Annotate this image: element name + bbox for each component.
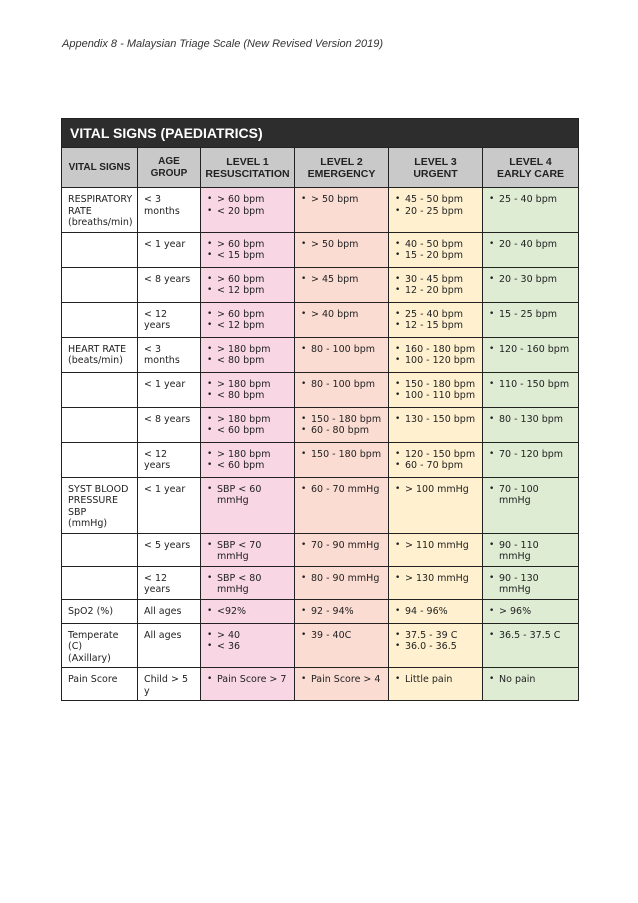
- level-3-cell: [389, 566, 483, 599]
- criteria-list: [301, 573, 383, 585]
- level-4-cell: [483, 372, 579, 407]
- criteria-list: [395, 414, 477, 426]
- level-4-cell: [483, 267, 579, 302]
- criteria-item: • > 130 mmHg: [395, 573, 477, 585]
- criteria-list: [395, 606, 477, 618]
- level-2-cell: [295, 337, 389, 372]
- header-level-2: LEVEL 2 EMERGENCY: [295, 148, 389, 188]
- criteria-item: • < 20 bpm: [207, 206, 289, 218]
- criteria-list: [207, 414, 289, 437]
- vital-sign-cell: [62, 407, 138, 442]
- table-row: [62, 188, 579, 233]
- criteria-list: [207, 309, 289, 332]
- criteria-list: [207, 344, 289, 367]
- criteria-item: • < 12 bpm: [207, 285, 289, 297]
- vital-sign-label: RESPIRATORY: [68, 194, 133, 205]
- vital-sign-cell: [62, 623, 138, 668]
- criteria-item: • > 40 bpm: [301, 309, 383, 321]
- criteria-list: [489, 194, 573, 206]
- level-4-cell: [483, 232, 579, 267]
- criteria-list: [489, 414, 573, 426]
- criteria-list: [207, 674, 289, 686]
- header-age-group: AGE GROUP: [138, 148, 201, 188]
- page-header-note: Appendix 8 - Malaysian Triage Scale (New Revised Version 2019): [62, 38, 383, 50]
- criteria-item: • 60 - 70 mmHg: [301, 484, 383, 496]
- level-2-cell: [295, 372, 389, 407]
- level-4-cell: [483, 533, 579, 566]
- age-group-cell: All ages: [138, 623, 201, 668]
- criteria-item: • 25 - 40 bpm: [395, 309, 477, 321]
- table-row: [62, 232, 579, 267]
- criteria-item: • Little pain: [395, 674, 477, 686]
- level-1-cell: [201, 407, 295, 442]
- table-row: [62, 477, 579, 533]
- criteria-item: • 90 - 130 mmHg: [489, 573, 573, 596]
- criteria-item: • 150 - 180 bpm: [301, 449, 383, 461]
- vital-sign-label: Pain Score: [68, 674, 118, 685]
- criteria-item: • Pain Score > 7: [207, 674, 289, 686]
- level-3-cell: [389, 267, 483, 302]
- criteria-item: • > 180 bpm: [207, 414, 289, 426]
- level-3-cell: [389, 302, 483, 337]
- criteria-item: • 20 - 25 bpm: [395, 206, 477, 218]
- vital-sign-label: Temperate (C): [68, 629, 119, 652]
- criteria-item: • 20 - 30 bpm: [489, 274, 573, 286]
- criteria-item: • > 50 bpm: [301, 194, 383, 206]
- criteria-item: • > 180 bpm: [207, 449, 289, 461]
- criteria-item: • 92 - 94%: [301, 606, 383, 618]
- criteria-item: • 100 - 120 bpm: [395, 355, 477, 367]
- criteria-list: [489, 344, 573, 356]
- criteria-item: • > 45 bpm: [301, 274, 383, 286]
- vital-sign-cell: [62, 372, 138, 407]
- criteria-item: • 15 - 20 bpm: [395, 250, 477, 262]
- age-group-cell: < 12 years: [138, 302, 201, 337]
- criteria-list: [207, 239, 289, 262]
- level-1-cell: [201, 232, 295, 267]
- level-4-cell: [483, 623, 579, 668]
- criteria-list: [301, 344, 383, 356]
- criteria-list: [489, 674, 573, 686]
- criteria-item: • Pain Score > 4: [301, 674, 383, 686]
- level-1-cell: [201, 302, 295, 337]
- criteria-list: [395, 239, 477, 262]
- age-group-cell: < 1 year: [138, 477, 201, 533]
- level-2-cell: [295, 188, 389, 233]
- level-1-cell: [201, 533, 295, 566]
- criteria-list: [489, 484, 573, 507]
- criteria-list: [301, 484, 383, 496]
- criteria-list: [207, 630, 289, 653]
- level-4-cell: [483, 188, 579, 233]
- criteria-item: • 60 - 70 bpm: [395, 460, 477, 472]
- criteria-list: [489, 449, 573, 461]
- criteria-item: • < 36: [207, 641, 289, 653]
- table-row: [62, 442, 579, 477]
- level-4-cell: [483, 302, 579, 337]
- criteria-item: • 60 - 80 bpm: [301, 425, 383, 437]
- criteria-item: • SBP < 80 mmHg: [207, 573, 289, 596]
- level-1-cell: [201, 188, 295, 233]
- level-3-cell: [389, 477, 483, 533]
- criteria-item: • <92%: [207, 606, 289, 618]
- level-4-cell: [483, 337, 579, 372]
- criteria-item: • SBP < 60 mmHg: [207, 484, 289, 507]
- criteria-item: • No pain: [489, 674, 573, 686]
- age-group-cell: < 8 years: [138, 267, 201, 302]
- criteria-list: [395, 274, 477, 297]
- vital-sign-cell: [62, 477, 138, 533]
- criteria-list: [207, 379, 289, 402]
- age-group-cell: < 3 months: [138, 188, 201, 233]
- criteria-item: • 110 - 150 bpm: [489, 379, 573, 391]
- vital-sign-label: SpO2 (%): [68, 605, 114, 617]
- criteria-item: • 25 - 40 bpm: [489, 194, 573, 206]
- vital-signs-table: [61, 118, 579, 701]
- age-group-cell: < 8 years: [138, 407, 201, 442]
- criteria-list: [395, 674, 477, 686]
- level-2-cell: [295, 533, 389, 566]
- criteria-item: • < 60 bpm: [207, 460, 289, 472]
- level-2-cell: [295, 232, 389, 267]
- vital-sign-label: (beats/min): [68, 355, 123, 366]
- header-level-4: LEVEL 4 EARLY CARE: [483, 148, 579, 188]
- criteria-item: • 70 - 120 bpm: [489, 449, 573, 461]
- criteria-list: [207, 540, 289, 563]
- level-1-cell: [201, 566, 295, 599]
- criteria-item: • 70 - 90 mmHg: [301, 540, 383, 552]
- level-1-cell: [201, 372, 295, 407]
- age-group-cell: Child > 5 y: [138, 668, 201, 701]
- criteria-list: [301, 379, 383, 391]
- criteria-item: • 80 - 100 bpm: [301, 379, 383, 391]
- header-level-1: LEVEL 1 RESUSCITATION: [201, 148, 295, 188]
- level-3-cell: [389, 533, 483, 566]
- level-3-cell: [389, 599, 483, 623]
- criteria-list: [207, 484, 289, 507]
- criteria-item: • 39 - 40C: [301, 630, 383, 642]
- criteria-list: [207, 606, 289, 618]
- level-4-cell: [483, 668, 579, 701]
- level-4-cell: [483, 442, 579, 477]
- criteria-list: [489, 239, 573, 251]
- criteria-list: [301, 606, 383, 618]
- vital-sign-label: SYST BLOOD: [68, 483, 129, 495]
- criteria-item: • < 15 bpm: [207, 250, 289, 262]
- vital-sign-cell: [62, 533, 138, 566]
- table-row: [62, 566, 579, 599]
- age-group-cell: All ages: [138, 599, 201, 623]
- criteria-item: • 150 - 180 bpm: [395, 379, 477, 391]
- criteria-item: • > 96%: [489, 606, 573, 618]
- vital-sign-label: (Axillary): [68, 652, 111, 664]
- vital-sign-label: PRESSURE SBP: [68, 495, 118, 518]
- criteria-item: • < 80 bpm: [207, 355, 289, 367]
- criteria-item: • > 50 bpm: [301, 239, 383, 251]
- level-3-cell: [389, 623, 483, 668]
- table-row: [62, 302, 579, 337]
- table-row: [62, 267, 579, 302]
- criteria-item: • 36.5 - 37.5 C: [489, 630, 573, 642]
- table-row: [62, 407, 579, 442]
- criteria-list: [395, 630, 477, 653]
- criteria-item: • 12 - 15 bpm: [395, 320, 477, 332]
- level-2-cell: [295, 302, 389, 337]
- table-row: [62, 668, 579, 701]
- table-row: [62, 372, 579, 407]
- criteria-item: • 80 - 90 mmHg: [301, 573, 383, 585]
- criteria-item: • < 60 bpm: [207, 425, 289, 437]
- table-row: [62, 599, 579, 623]
- criteria-list: [489, 630, 573, 642]
- criteria-item: • > 60 bpm: [207, 309, 289, 321]
- criteria-list: [395, 344, 477, 367]
- criteria-list: [489, 274, 573, 286]
- age-group-cell: < 3 months: [138, 337, 201, 372]
- criteria-list: [301, 674, 383, 686]
- level-3-cell: [389, 232, 483, 267]
- table-title: VITAL SIGNS (PAEDIATRICS): [62, 119, 579, 148]
- criteria-item: • 37.5 - 39 C: [395, 630, 477, 642]
- criteria-item: • 40 - 50 bpm: [395, 239, 477, 251]
- criteria-item: • < 80 bpm: [207, 390, 289, 402]
- table-row: [62, 623, 579, 668]
- header-vital-signs: VITAL SIGNS: [62, 148, 138, 188]
- criteria-list: [301, 239, 383, 251]
- criteria-item: • 90 - 110 mmHg: [489, 540, 573, 563]
- criteria-item: • 70 - 100 mmHg: [489, 484, 573, 507]
- vital-sign-cell: [62, 267, 138, 302]
- level-3-cell: [389, 407, 483, 442]
- age-group-cell: < 1 year: [138, 372, 201, 407]
- criteria-list: [301, 309, 383, 321]
- criteria-list: [489, 540, 573, 563]
- level-2-cell: [295, 442, 389, 477]
- vital-sign-label: RATE: [68, 205, 92, 217]
- level-2-cell: [295, 566, 389, 599]
- vital-sign-cell: [62, 599, 138, 623]
- level-1-cell: [201, 668, 295, 701]
- criteria-item: • > 60 bpm: [207, 239, 289, 251]
- vital-sign-cell: [62, 188, 138, 233]
- criteria-list: [395, 309, 477, 332]
- header-level-3: LEVEL 3 URGENT: [389, 148, 483, 188]
- criteria-list: [395, 449, 477, 472]
- criteria-list: [207, 274, 289, 297]
- level-2-cell: [295, 477, 389, 533]
- criteria-item: • 12 - 20 bpm: [395, 285, 477, 297]
- level-2-cell: [295, 668, 389, 701]
- criteria-item: • 120 - 150 bpm: [395, 449, 477, 461]
- vital-sign-cell: [62, 302, 138, 337]
- criteria-item: • 30 - 45 bpm: [395, 274, 477, 286]
- level-1-cell: [201, 337, 295, 372]
- age-group-cell: < 5 years: [138, 533, 201, 566]
- criteria-list: [301, 449, 383, 461]
- vital-sign-cell: [62, 232, 138, 267]
- level-3-cell: [389, 442, 483, 477]
- criteria-item: • 80 - 100 bpm: [301, 344, 383, 356]
- criteria-list: [207, 449, 289, 472]
- criteria-list: [489, 309, 573, 321]
- level-3-cell: [389, 668, 483, 701]
- vital-sign-cell: [62, 442, 138, 477]
- criteria-list: [395, 573, 477, 585]
- criteria-item: • 100 - 110 bpm: [395, 390, 477, 402]
- level-1-cell: [201, 477, 295, 533]
- vital-sign-cell: [62, 566, 138, 599]
- criteria-item: • 80 - 130 bpm: [489, 414, 573, 426]
- level-4-cell: [483, 477, 579, 533]
- level-2-cell: [295, 623, 389, 668]
- criteria-item: • 15 - 25 bpm: [489, 309, 573, 321]
- criteria-item: • > 110 mmHg: [395, 540, 477, 552]
- level-2-cell: [295, 407, 389, 442]
- level-1-cell: [201, 442, 295, 477]
- vital-sign-cell: [62, 668, 138, 701]
- level-1-cell: [201, 599, 295, 623]
- age-group-cell: < 1 year: [138, 232, 201, 267]
- criteria-item: • 20 - 40 bpm: [489, 239, 573, 251]
- criteria-item: • 150 - 180 bpm: [301, 414, 383, 426]
- level-2-cell: [295, 599, 389, 623]
- criteria-list: [207, 194, 289, 217]
- vital-sign-label: HEART RATE: [68, 343, 127, 355]
- level-4-cell: [483, 407, 579, 442]
- level-3-cell: [389, 188, 483, 233]
- criteria-item: • > 100 mmHg: [395, 484, 477, 496]
- criteria-item: • 36.0 - 36.5: [395, 641, 477, 653]
- criteria-list: [301, 274, 383, 286]
- criteria-item: • 45 - 50 bpm: [395, 194, 477, 206]
- criteria-item: • < 12 bpm: [207, 320, 289, 332]
- criteria-item: • 130 - 150 bpm: [395, 414, 477, 426]
- criteria-list: [207, 573, 289, 596]
- criteria-item: • SBP < 70 mmHg: [207, 540, 289, 563]
- criteria-list: [301, 540, 383, 552]
- level-1-cell: [201, 623, 295, 668]
- criteria-item: • > 180 bpm: [207, 379, 289, 391]
- criteria-list: [489, 573, 573, 596]
- criteria-list: [301, 414, 383, 437]
- criteria-item: • > 60 bpm: [207, 274, 289, 286]
- vital-sign-cell: [62, 337, 138, 372]
- level-3-cell: [389, 337, 483, 372]
- level-3-cell: [389, 372, 483, 407]
- criteria-list: [395, 484, 477, 496]
- criteria-list: [301, 194, 383, 206]
- age-group-cell: < 12 years: [138, 566, 201, 599]
- criteria-item: • > 60 bpm: [207, 194, 289, 206]
- level-4-cell: [483, 599, 579, 623]
- table-body: [62, 188, 579, 701]
- criteria-list: [301, 630, 383, 642]
- age-group-cell: < 12 years: [138, 442, 201, 477]
- criteria-item: • > 180 bpm: [207, 344, 289, 356]
- level-4-cell: [483, 566, 579, 599]
- criteria-list: [489, 606, 573, 618]
- criteria-item: • > 40: [207, 630, 289, 642]
- criteria-item: • 120 - 160 bpm: [489, 344, 573, 356]
- table-row: [62, 337, 579, 372]
- level-1-cell: [201, 267, 295, 302]
- table-row: [62, 533, 579, 566]
- criteria-list: [395, 194, 477, 217]
- vital-sign-label: (mmHg): [68, 518, 108, 529]
- criteria-list: [489, 379, 573, 391]
- vital-sign-label: (breaths/min): [68, 217, 133, 228]
- criteria-item: • 94 - 96%: [395, 606, 477, 618]
- criteria-item: • 160 - 180 bpm: [395, 344, 477, 356]
- level-2-cell: [295, 267, 389, 302]
- criteria-list: [395, 379, 477, 402]
- criteria-list: [395, 540, 477, 552]
